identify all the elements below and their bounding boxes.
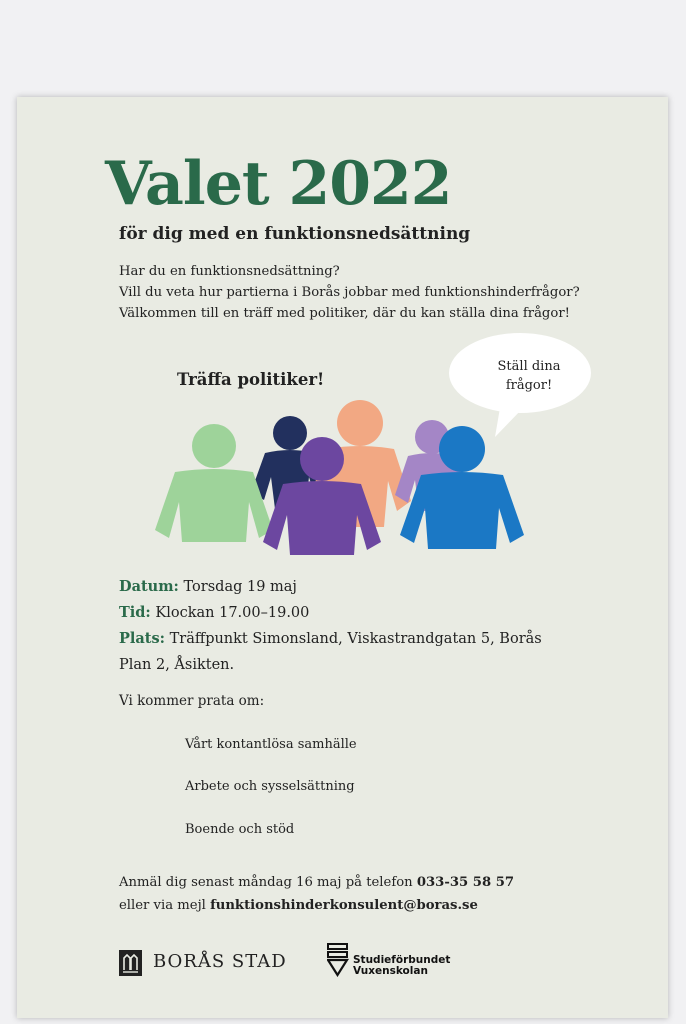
people-illustration <box>17 97 668 567</box>
intro-line: Har du en funktionsnedsättning? <box>119 264 340 279</box>
boras-stad-logo-text: BORÅS STAD <box>153 951 287 972</box>
person-light-green <box>155 424 273 542</box>
time-row <box>119 600 542 626</box>
vuxenskolan-logo-text <box>353 955 450 977</box>
place-row <box>119 626 542 652</box>
event-details <box>119 574 542 678</box>
place-line2: Plan 2, Åsikten. <box>119 657 235 673</box>
intro-line: Välkommen till en träff med politiker, där du kan ställa dina frågor! <box>119 306 570 321</box>
speech-bubble-line: Ställ dina <box>497 359 561 374</box>
poster-subtitle: för dig med en funktionsnedsättning <box>119 224 471 244</box>
contact-email-prefix: eller via mejl <box>119 898 211 913</box>
intro-line: Vill du veta hur partierna i Borås jobbar med funktionshinderfrågor? <box>119 285 580 300</box>
time-value: Klockan 17.00–19.00 <box>155 605 310 621</box>
boras-crest-icon <box>119 950 142 976</box>
contact-info <box>119 871 514 917</box>
vux-line1: Studieförbundet <box>353 954 451 966</box>
time-label: Tid: <box>119 604 151 621</box>
contact-email: funktionshinderkonsulent@boras.se <box>210 898 478 913</box>
topics-heading: Vi kommer prata om: <box>119 693 265 709</box>
speech-bubble-text <box>459 357 599 395</box>
topic-label-work: Arbete och sysselsättning <box>185 779 355 794</box>
contact-line-email <box>119 894 514 917</box>
meet-politicians-label: Träffa politiker! <box>177 370 325 389</box>
poster <box>17 97 668 1018</box>
date-value: Torsdag 19 maj <box>183 579 297 595</box>
place-label: Plats: <box>119 630 166 647</box>
contact-phone: 033-35 58 57 <box>416 875 515 890</box>
vux-line2: Vuxenskolan <box>353 965 428 977</box>
date-row <box>119 574 542 600</box>
date-label: Datum: <box>119 578 179 595</box>
topic-label-housing: Boende och stöd <box>185 822 295 837</box>
contact-phone-prefix: Anmäl dig senast måndag 16 maj på telefon <box>119 875 417 890</box>
place-value: Träffpunkt Simonsland, Viskastrandgatan 5, Borås <box>169 631 542 647</box>
contact-line-phone <box>119 871 514 894</box>
topic-label-cashless: Vårt kontantlösa samhälle <box>185 737 357 752</box>
speech-bubble-line: frågor! <box>505 378 553 393</box>
vuxenskolan-logo-icon <box>327 943 349 981</box>
poster-title: Valet 2022 <box>105 149 452 219</box>
